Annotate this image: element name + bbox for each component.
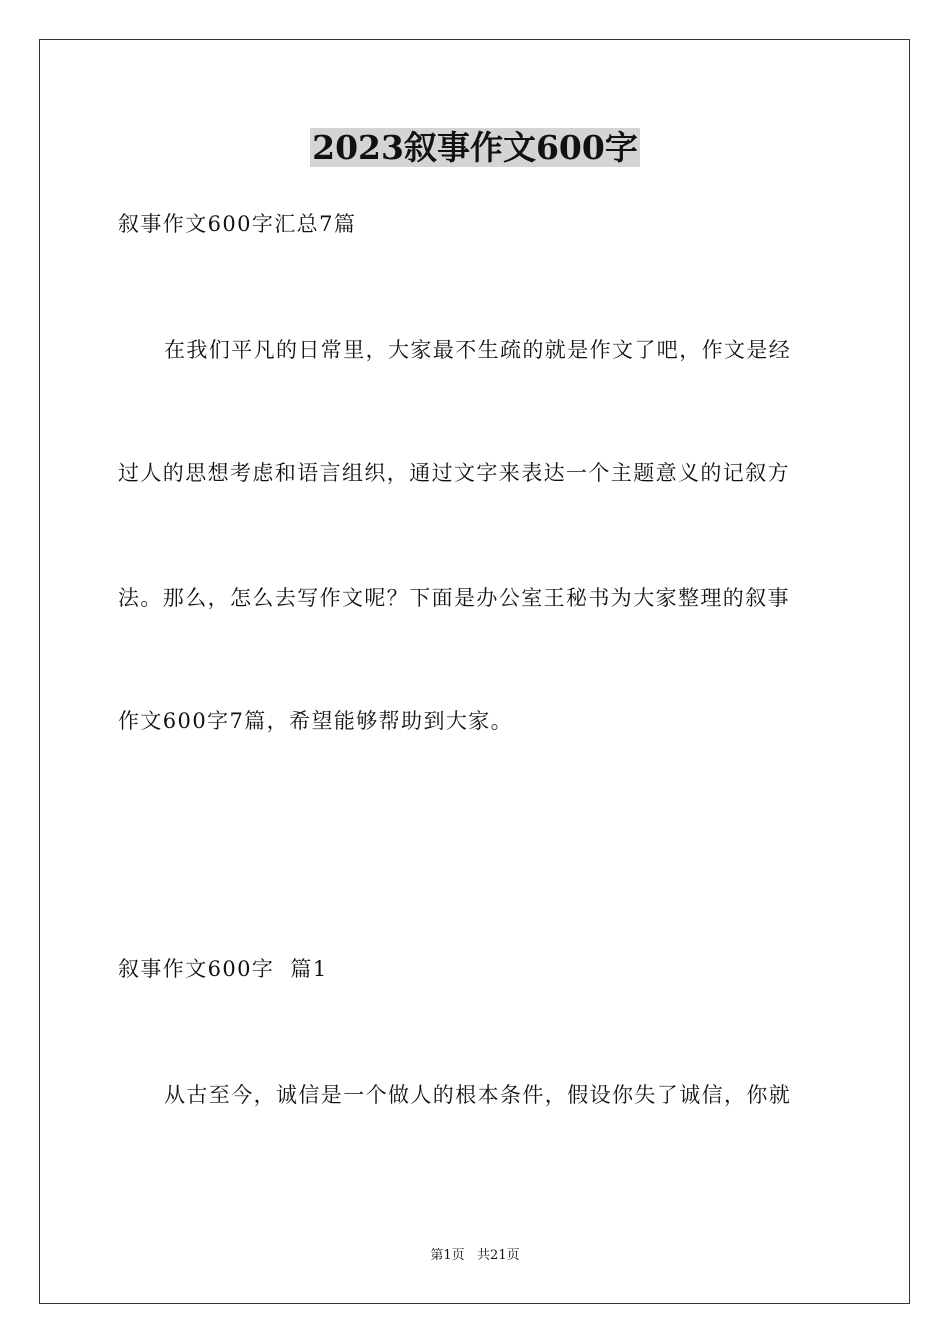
document-subtitle: 叙事作文600字汇总7篇 [118, 212, 357, 236]
paragraph-line: 作文600字7篇，希望能够帮助到大家。 [118, 709, 514, 733]
document-title-text: 2023叙事作文600字 [312, 128, 638, 167]
document-title [0, 126, 950, 170]
paragraph-line: 在我们平凡的日常里，大家最不生疏的就是作文了吧，作文是经 [164, 338, 792, 362]
paragraph-line: 法。那么，怎么去写作文呢？下面是办公室王秘书为大家整理的叙事 [118, 586, 790, 610]
page-number-footer: 第1页 共21页 [430, 1248, 520, 1263]
section-heading: 叙事作文600字 篇1 [118, 957, 328, 981]
paragraph-line: 过人的思想考虑和语言组织，通过文字来表达一个主题意义的记叙方 [118, 461, 790, 485]
paragraph-line: 从古至今，诚信是一个做人的根本条件，假设你失了诚信，你就 [164, 1083, 792, 1107]
